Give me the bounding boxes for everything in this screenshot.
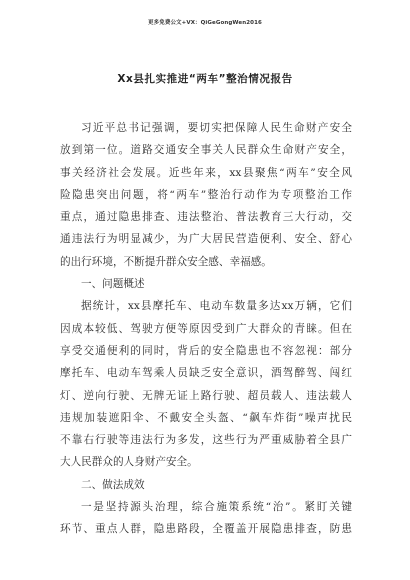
paragraph-line: 的出行环境，不断提升群众安全感、幸福感。 (60, 255, 272, 268)
paragraph-line: 险隐患突出问题，将“两车”整治行动作为专项整治工作 (60, 188, 352, 201)
paragraph-line: 事关经济社会发展。近些年来，xx县聚焦“两车”安全风 (60, 166, 352, 179)
header-note: 更多免费公文+VX：QiGeGongWen2016 (148, 20, 262, 26)
paragraph-line: 享受交通便利的同时，背后的安全隐患也不容忽视：部分 (60, 344, 352, 357)
paragraph-line: 据统计，xx县摩托车、电动车数量多达xx万辆，它们 (81, 300, 352, 313)
paragraph-line: 因成本较低、驾驶方便等原因受到广大群众的青睐。但在 (60, 322, 352, 335)
document-title: Xx县扎实推进“两车”整治情况报告 (117, 73, 293, 85)
paragraph-line: 习近平总书记强调，要切实把保障人民生命财产安全 (81, 122, 352, 134)
paragraph-line: 违规加装遮阳伞、不戴安全头盔、“飙车炸街”噪声扰民 (60, 411, 352, 424)
document-body (60, 117, 352, 541)
paragraph-line: 大人民群众的人身财产安全。 (60, 456, 198, 469)
paragraph-line: 不靠右行驶等违法行为多发，这些行为严重威胁着全县广 (60, 434, 352, 447)
paragraph-line: 灯、逆向行驶、无牌无证上路行驶、超员载人、违法载人 (60, 389, 352, 402)
paragraph-line: 一是坚持源头治理，综合施策系统“治”。紧盯关键 (81, 501, 352, 514)
paragraph-line: 放到第一位。道路交通安全事关人民群众生命财产安全， (60, 144, 352, 157)
paragraph-line: 重点，通过隐患排查、违法整治、普法教育三大行动，交 (60, 211, 352, 224)
section-heading: 一、问题概述 (81, 278, 145, 291)
paragraph-line: 环节、重点人群，隐患路段，全覆盖开展隐患排查，防患 (60, 523, 352, 536)
section-heading: 二、做法成效 (81, 478, 145, 491)
paragraph-line: 摩托车、电动车驾乘人员缺乏安全意识，酒驾醉驾、闯红 (60, 367, 352, 380)
paragraph-line: 通违法行为明显减少，为广大居民营造便利、安全、舒心 (60, 233, 352, 246)
